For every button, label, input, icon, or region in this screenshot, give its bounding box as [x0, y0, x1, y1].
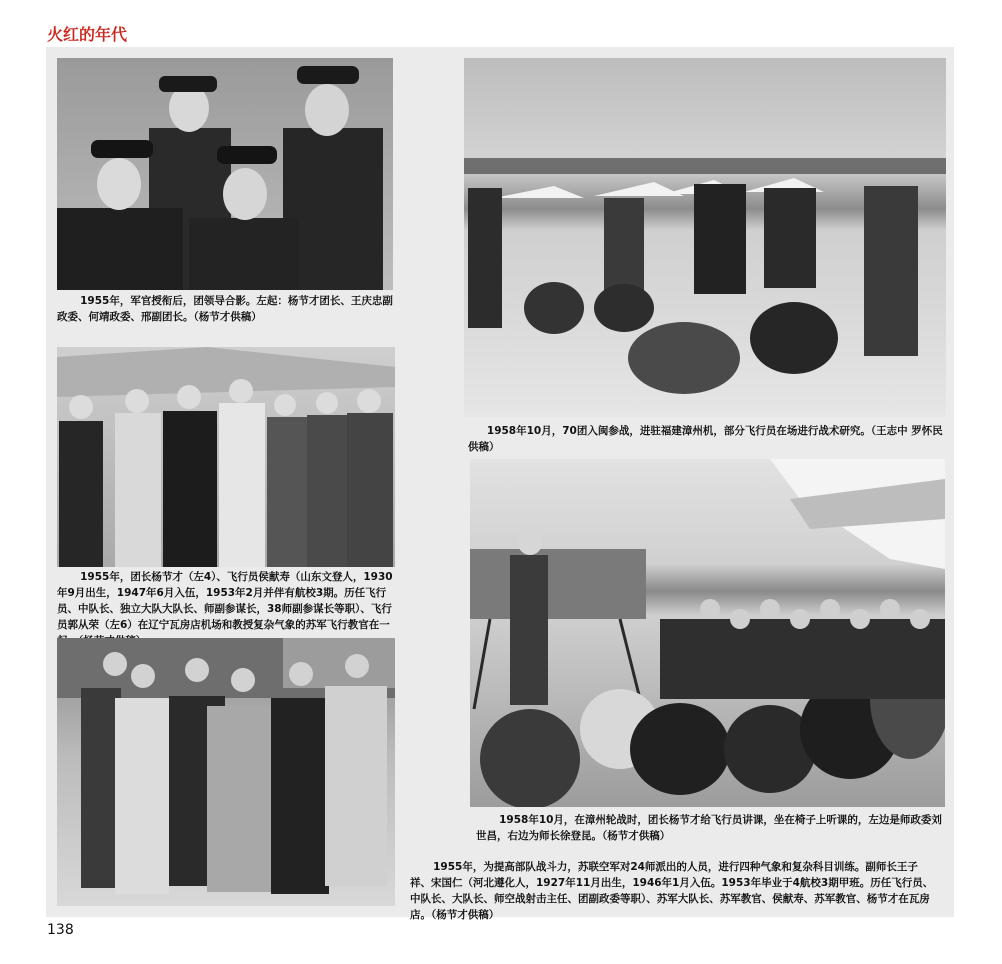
caption-photo3: 1955年，团长杨节才（左4）、飞行员侯献寿（山东文登人，1930年9月出生，1947年6月入伍，1953年2月并伴有航校3期。历任飞行员、中队长、独立大队大队长、师副参谋长，38师副参谋长等职）、飞行员郭从荣（左6）在辽宁瓦房店机场和教授复杂气象的苏军飞行教官在一 — [57, 571, 393, 631]
caption-photo1: 1955年，军官授衔后，团领导合影。左起：杨节才团长、王庆忠副政委、何靖政委、邢副团长。（杨节才供稿） — [57, 295, 393, 323]
photo-officers-portrait — [57, 58, 393, 290]
photo-lecture-blackboard — [470, 459, 945, 807]
page-number: 138 — [47, 922, 74, 938]
caption-photo4: 1958年10月，在漳州轮战时，团长杨节才给飞行员讲课，坐在椅子上听课的，左边是师政委刘世昌，右边为师长徐登昆。（杨节才供稿） — [476, 814, 942, 842]
photo-airfield-pilots — [464, 58, 946, 417]
photo-group-building — [57, 638, 395, 906]
caption-photo5: 1955年，为提高部队战斗力，苏联空军对24师派出的人员，进行四种气象和复杂科目训练。副师长王子祥、宋国仁（河北遵化人，1927年11月出生，1946年1月入伍。1953年毕业于4航校3期甲班。历任飞行员、中队长、大队长、师空战射击主任、团副政委等职）、苏军大队长、苏军教官、侯献寿、苏军教官、杨节才在瓦房店。（杨节才供稿） — [410, 861, 934, 921]
photo-soviet-instructors — [57, 347, 395, 567]
section-title: 火红的年代 — [47, 25, 128, 44]
caption-photo2: 1958年10月，70团入闽参战，进驻福建漳州机，部分飞行员在场进行战术研究。（王志中 罗怀民供稿） — [468, 425, 943, 453]
